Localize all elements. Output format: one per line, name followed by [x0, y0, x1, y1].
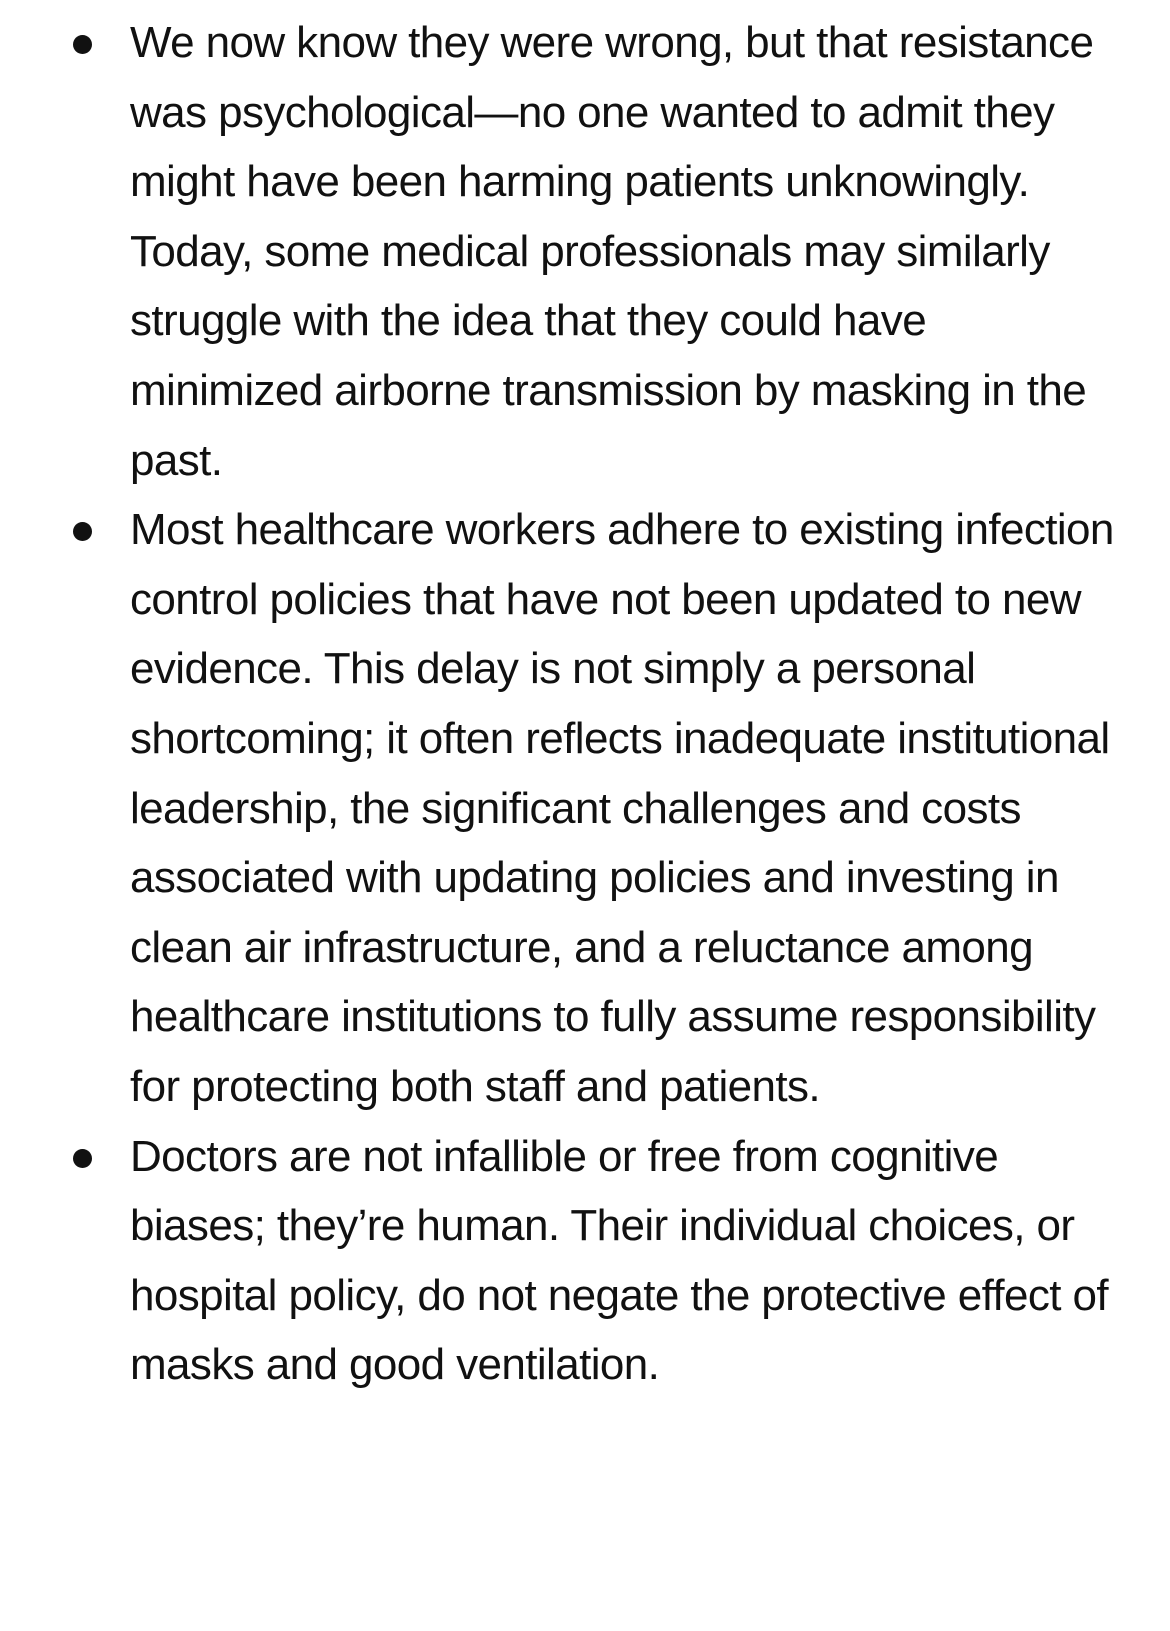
bullet-item-1: [0, 8, 1170, 495]
bullet-dot-icon: [73, 522, 92, 541]
bullet-text: Doctors are not infallible or free from cognitive biases; they’re human. Their individual choices, or hospital policy, do not negate the protective effect of masks and good ventilation.: [130, 1131, 1109, 1390]
bullet-list: [0, 8, 1170, 1400]
bullet-text: Most healthcare workers adhere to existing infection control policies that have not been updated to new evidence. This delay is not simply a personal shortcoming; it often reflects inadequate institutional leadership, the significant challenges and costs associated with updating policies and investing in clean air infrastructure, and a reluctance among healthcare institutions to fully assume responsibility for protecting both staff and patients.: [130, 505, 1114, 1111]
bullet-item-2: [0, 495, 1170, 1121]
bullet-dot-icon: [73, 1149, 92, 1168]
bullet-item-3: [0, 1122, 1170, 1400]
bullet-text: We now know they were wrong, but that resistance was psychological—no one wanted to admit they might have been harming patients unknowingly. Today, some medical professionals may similarly struggle with the idea that they could have minimized airborne transmission by masking in the past.: [130, 18, 1094, 485]
bullet-dot-icon: [73, 35, 92, 54]
